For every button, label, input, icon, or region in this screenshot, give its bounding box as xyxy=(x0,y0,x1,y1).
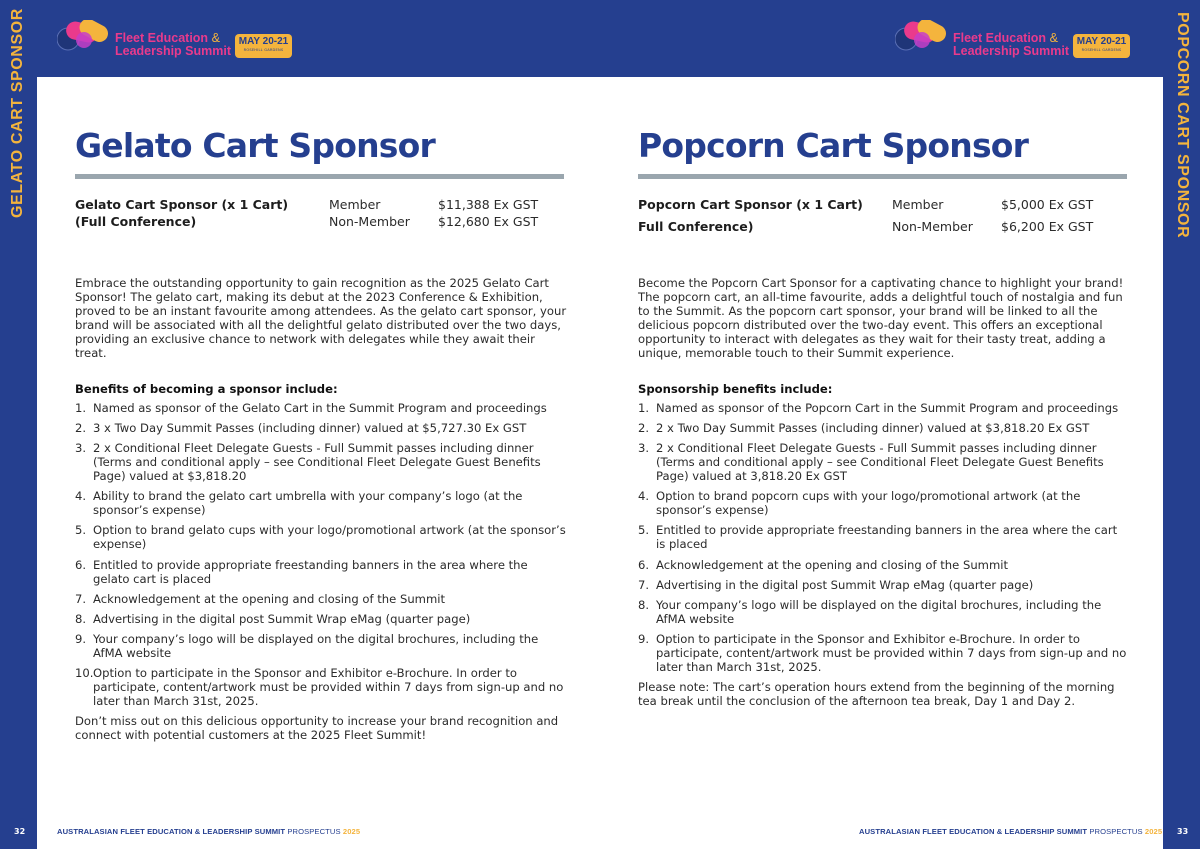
membership-labels: Member Non-Member xyxy=(329,197,410,229)
benefit-text: Option to brand popcorn cups with your logo/promotional artwork (at the sponsor’s expense) xyxy=(656,489,1081,518)
benefit-item xyxy=(638,441,1130,483)
benefit-item xyxy=(638,523,1130,551)
benefit-item xyxy=(638,401,1130,415)
prices: $5,000 Ex GST $6,200 Ex GST xyxy=(1001,197,1094,234)
benefit-number: 8. xyxy=(638,597,650,612)
title-rule xyxy=(75,174,564,179)
prices: $11,388 Ex GST $12,680 Ex GST xyxy=(438,197,539,229)
benefits-heading: Benefits of becoming a sponsor include: xyxy=(75,381,338,396)
benefit-number: 9. xyxy=(75,631,87,646)
benefit-text: Advertising in the digital post Summit Wrap eMag (quarter page) xyxy=(656,577,1034,592)
benefit-number: 2. xyxy=(75,420,87,435)
body-text xyxy=(75,276,567,743)
benefit-text: Option to participate in the Sponsor and Exhibitor e-Brochure. In order to participate, content/artwork must be provided within 7 days from sign-up and no later than March 31st, 2025. xyxy=(656,631,1127,675)
logo-date-badge: MAY 20-21 ROSEHILL GARDENS xyxy=(235,34,292,58)
benefit-number: 5. xyxy=(638,523,650,538)
benefits-heading: Sponsorship benefits include: xyxy=(638,381,833,396)
benefit-number: 7. xyxy=(75,591,87,606)
summit-logo-icon xyxy=(895,20,953,56)
benefit-text: Acknowledgement at the opening and closing of the Summit xyxy=(93,591,446,606)
intro-paragraph: Become the Popcorn Cart Sponsor for a captivating chance to highlight your brand! The popcorn cart, an all-time favourite, adds a delightful touch of nostalgia and fun to the Summit. As the popcorn cart sponsor, your brand will be linked to all the delicious popcorn distributed over the two-day event. This offers an exceptional opportunity to interact with delegates as they wait for their tasty treat, adding a unique, memorable touch to their Summit experience. xyxy=(638,276,1124,361)
footer-left: AUSTRALASIAN FLEET EDUCATION & LEADERSHIP SUMMIT PROSPECTUS 2025 xyxy=(57,827,361,836)
benefit-item xyxy=(75,441,567,483)
benefit-text: Your company’s logo will be displayed on the digital brochures, including the AfMA website xyxy=(93,631,539,660)
benefits-list xyxy=(75,401,567,709)
membership-labels: Member Non-Member xyxy=(892,197,973,234)
page-title: Gelato Cart Sponsor xyxy=(75,126,435,165)
benefit-text: Named as sponsor of the Gelato Cart in the Summit Program and proceedings xyxy=(93,400,547,415)
benefit-item xyxy=(75,421,567,435)
benefit-item xyxy=(75,489,567,517)
benefit-text: 2 x Conditional Fleet Delegate Guests - Full Summit passes including dinner (Terms and conditional apply – see Conditional Fleet Delegate Guest Benefits Page) valued at $3,818.20 xyxy=(93,440,541,484)
page-title: Popcorn Cart Sponsor xyxy=(638,126,1029,165)
benefit-item xyxy=(75,523,567,551)
benefit-item xyxy=(75,592,567,606)
benefit-number: 6. xyxy=(638,557,650,572)
benefit-item xyxy=(75,666,567,708)
closing-paragraph: Don’t miss out on this delicious opportunity to increase your brand recognition and connect with potential customers at the 2025 Fleet Summit! xyxy=(75,714,559,743)
benefit-text: Ability to brand the gelato cart umbrella with your company’s logo (at the sponsor’s expense) xyxy=(93,489,523,518)
benefit-item xyxy=(638,558,1130,572)
benefit-number: 3. xyxy=(638,440,650,455)
benefit-text: Acknowledgement at the opening and closing of the Summit xyxy=(656,557,1009,572)
benefit-item xyxy=(638,632,1130,674)
benefit-number: 1. xyxy=(75,400,87,415)
benefit-text: Named as sponsor of the Popcorn Cart in the Summit Program and proceedings xyxy=(656,400,1119,415)
intro-paragraph: Embrace the outstanding opportunity to gain recognition as the 2025 Gelato Cart Sponsor! The gelato cart, making its debut at the 2023 Conference & Exhibition, proved to be an instant favourite among attendees. As the gelato cart sponsor, your brand will be associated with all the delightful gelato distributed over the two days, providing an exclusive chance to network with delegates while they await their treat. xyxy=(75,276,567,361)
benefit-number: 6. xyxy=(75,557,87,572)
body-text xyxy=(638,276,1130,708)
left-side-title: GELATO CART SPONSOR xyxy=(9,8,26,218)
title-rule xyxy=(638,174,1127,179)
benefit-number: 1. xyxy=(638,400,650,415)
benefit-item xyxy=(75,401,567,415)
benefit-text: 3 x Two Day Summit Passes (including dinner) valued at $5,727.30 Ex GST xyxy=(93,420,527,435)
benefit-item xyxy=(75,632,567,660)
benefit-text: Your company’s logo will be displayed on the digital brochures, including the AfMA website xyxy=(656,597,1102,626)
page-number-left: 32 xyxy=(14,827,26,836)
benefit-number: 4. xyxy=(638,489,650,504)
benefit-item xyxy=(638,578,1130,592)
page-number-right: 33 xyxy=(1177,827,1189,836)
right-side-title: POPCORN CART SPONSOR xyxy=(1174,12,1191,239)
benefit-item xyxy=(75,558,567,586)
benefit-item xyxy=(638,421,1130,435)
benefit-item xyxy=(75,612,567,626)
benefit-number: 3. xyxy=(75,440,87,455)
logo-text: Fleet Education & Leadership Summit xyxy=(115,31,231,58)
logo-date-badge: MAY 20-21 ROSEHILL GARDENS xyxy=(1073,34,1130,58)
benefit-number: 8. xyxy=(75,611,87,626)
benefit-text: Entitled to provide appropriate freestanding banners in the area where the gelato cart is placed xyxy=(93,557,528,586)
benefit-text: 2 x Conditional Fleet Delegate Guests - Full Summit passes including dinner (Terms and conditional apply – see Conditional Fleet Delegate Guest Benefits Page) valued at 3,818.20 Ex GST xyxy=(656,440,1104,484)
package-name: Popcorn Cart Sponsor (x 1 Cart) Full Conference) xyxy=(638,197,863,234)
footer-right: AUSTRALASIAN FLEET EDUCATION & LEADERSHIP SUMMIT PROSPECTUS 2025 xyxy=(859,827,1163,836)
closing-paragraph: Please note: The cart’s operation hours extend from the beginning of the morning tea break until the conclusion of the afternoon tea break, Day 1 and Day 2. xyxy=(638,680,1115,709)
benefits-list xyxy=(638,401,1130,675)
benefit-number: 5. xyxy=(75,523,87,538)
logo-text: Fleet Education & Leadership Summit xyxy=(953,31,1069,58)
benefit-text: Advertising in the digital post Summit Wrap eMag (quarter page) xyxy=(93,611,471,626)
benefit-text: Option to participate in the Sponsor and Exhibitor e-Brochure. In order to participate, content/artwork must be provided within 7 days from sign-up and no later than March 31st, 2025. xyxy=(93,666,564,709)
benefit-number: 2. xyxy=(638,420,650,435)
benefit-number: 4. xyxy=(75,489,87,504)
package-name: Gelato Cart Sponsor (x 1 Cart) (Full Conference) xyxy=(75,197,289,229)
benefit-text: Option to brand gelato cups with your logo/promotional artwork (at the sponsor’s expense) xyxy=(93,523,566,552)
benefit-item xyxy=(638,598,1130,626)
benefit-number: 9. xyxy=(638,631,650,646)
benefit-text: 2 x Two Day Summit Passes (including dinner) valued at $3,818.20 Ex GST xyxy=(656,420,1090,435)
benefit-text: Entitled to provide appropriate freestanding banners in the area where the cart is placed xyxy=(656,523,1118,552)
benefit-item xyxy=(638,489,1130,517)
benefit-number: 10. xyxy=(75,666,94,681)
summit-logo-icon xyxy=(57,20,115,56)
benefit-number: 7. xyxy=(638,577,650,592)
